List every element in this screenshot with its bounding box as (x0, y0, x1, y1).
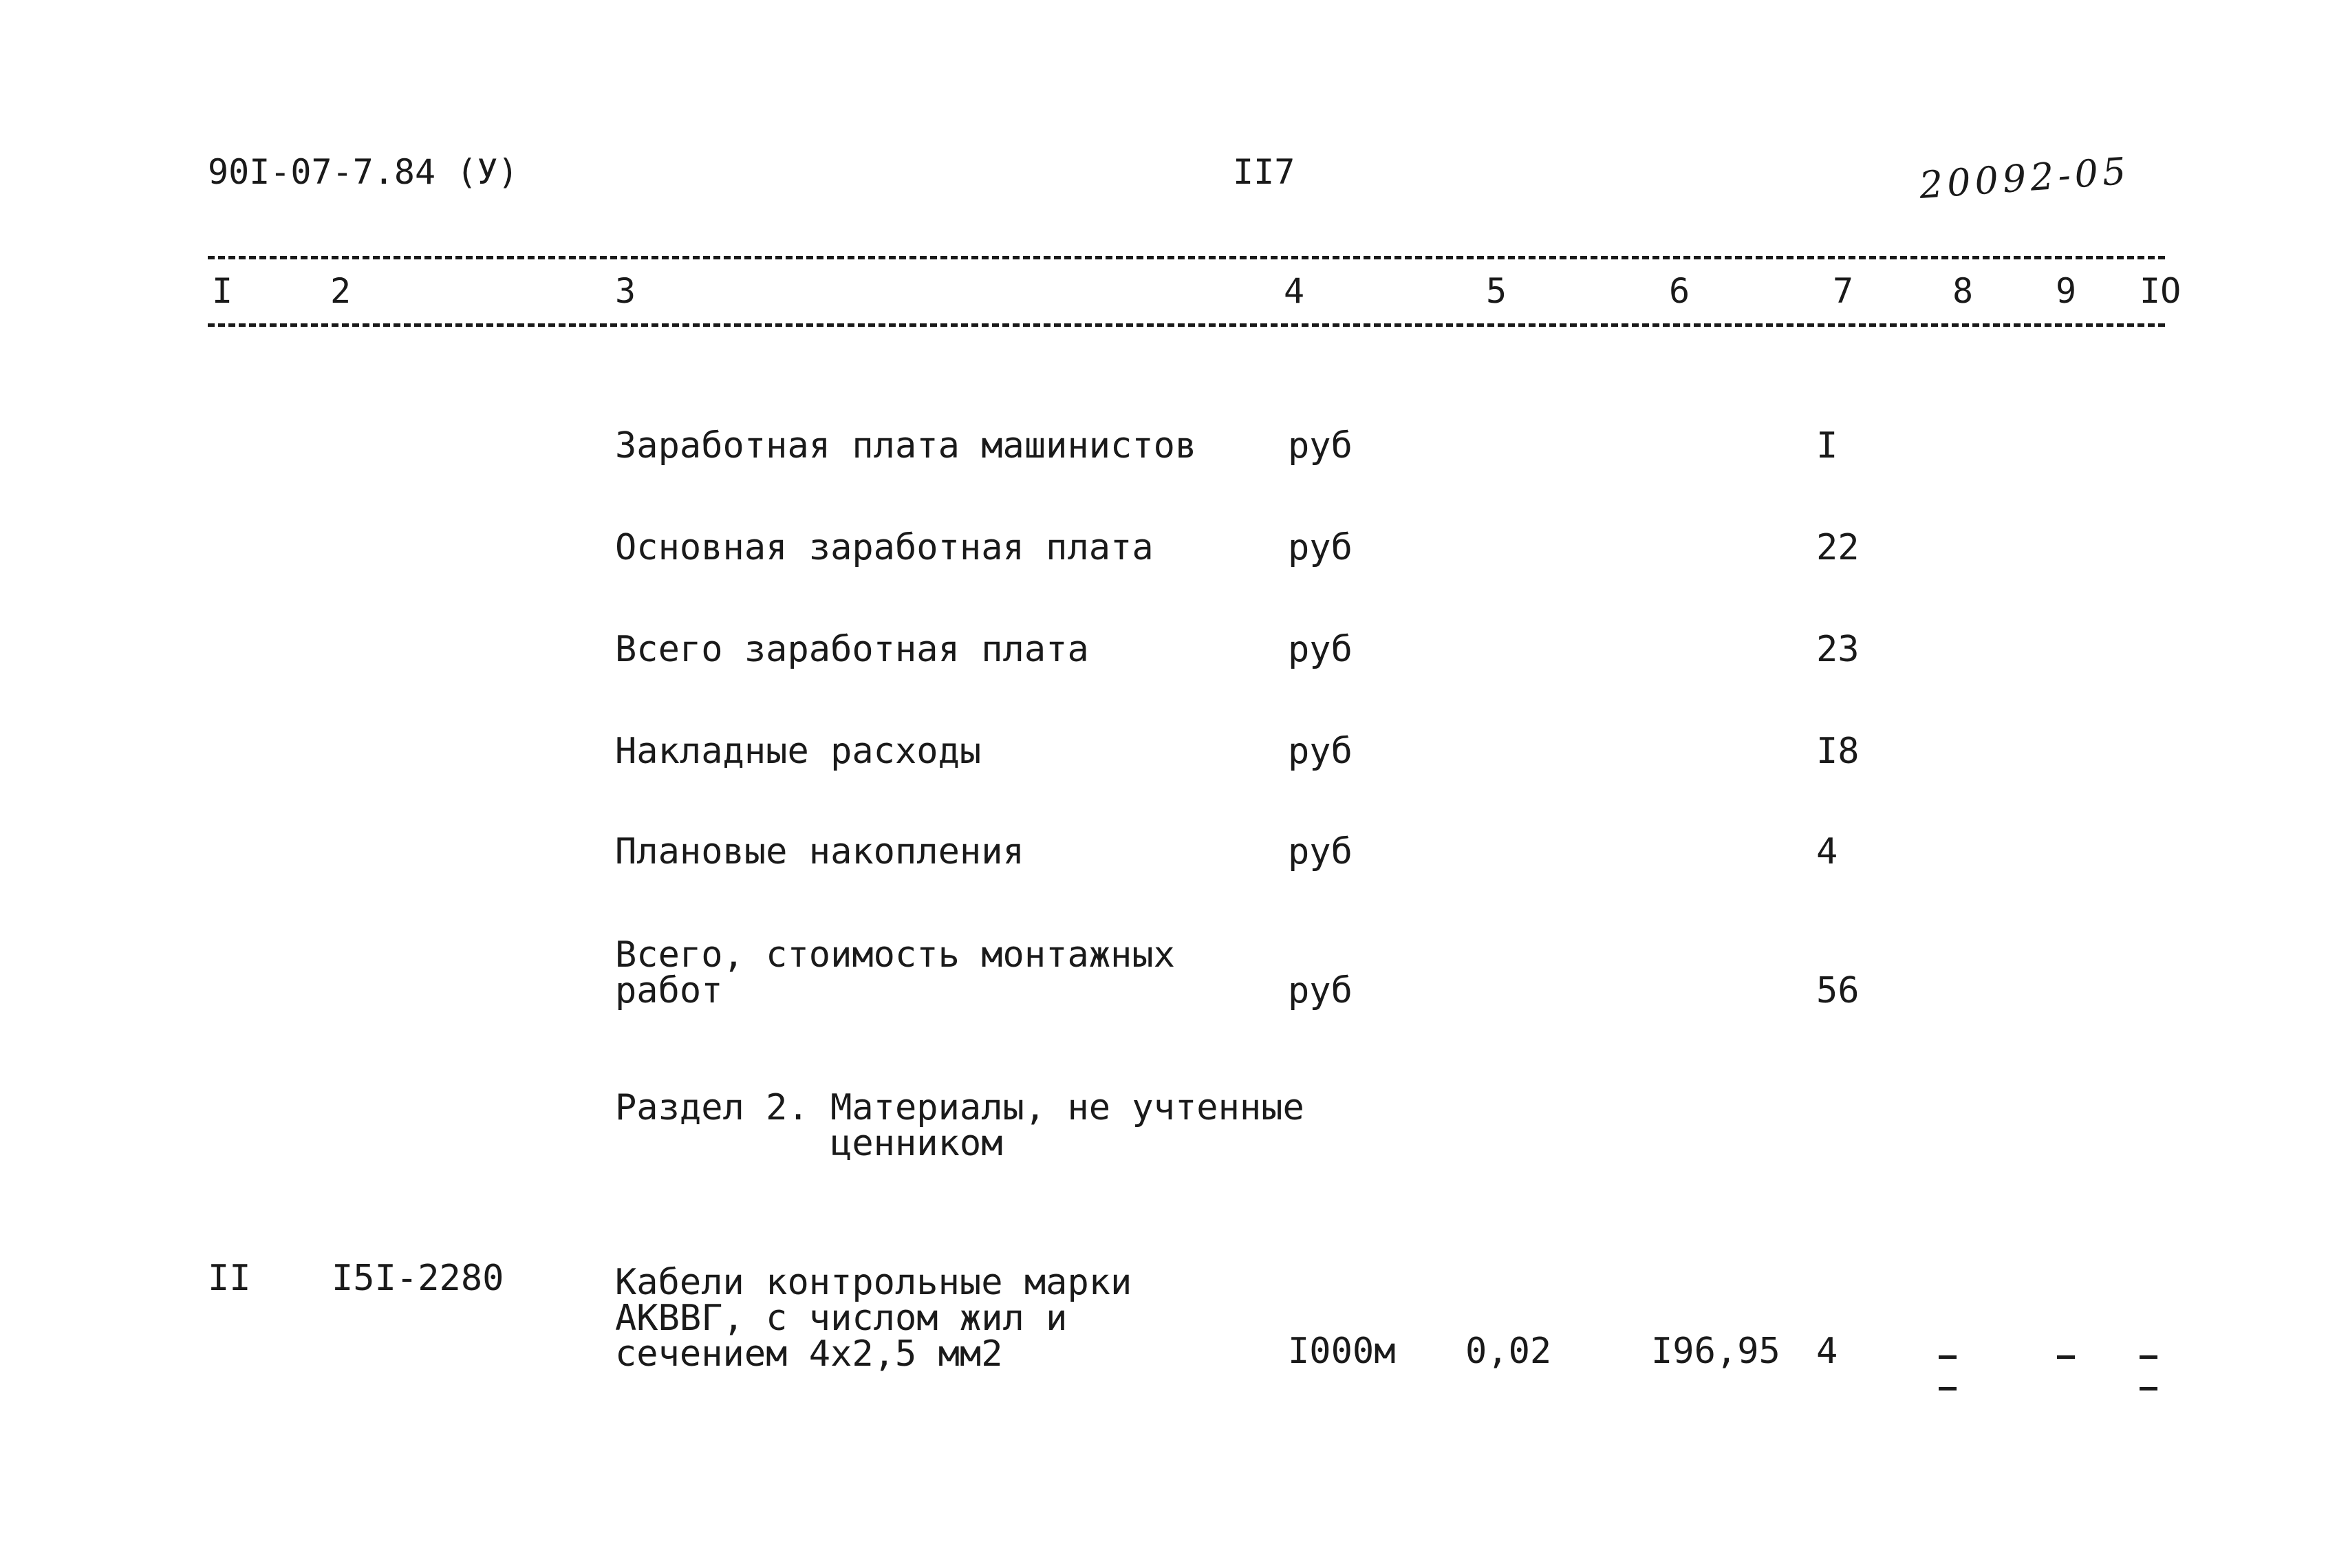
row-unit: руб (1288, 425, 1353, 466)
row-unit: руб (1288, 731, 1353, 772)
col8-dash (1939, 1355, 1957, 1359)
row-value: 4 (1816, 831, 1838, 872)
col10-dash (2140, 1355, 2157, 1359)
document-code: 90I-07-7.84 (У) (208, 152, 519, 192)
row-name: Накладные расходы (615, 731, 982, 772)
column-number-10: IO (2140, 271, 2182, 311)
column-number-6: 6 (1669, 271, 1690, 311)
row-value: 22 (1816, 527, 1860, 568)
row-name: Плановые накопления (615, 831, 1024, 872)
page-number: II7 (1233, 152, 1295, 192)
item-quantity: 0,02 (1465, 1331, 1552, 1372)
item-description: Кабели контрольные марки АКВВГ, с числом жил и сечением 4х2,5 мм2 (615, 1262, 1132, 1375)
row-unit: руб (1288, 629, 1353, 670)
row-name: Всего заработная плата (615, 629, 1089, 670)
header-top-rule (208, 256, 2165, 259)
row-value: I8 (1816, 731, 1860, 772)
column-number-8: 8 (1952, 271, 1974, 311)
column-number-5: 5 (1486, 271, 1507, 311)
row-value: 23 (1816, 629, 1860, 670)
col8-dash (1939, 1387, 1957, 1390)
col10-dash (2140, 1387, 2157, 1390)
item-price: I96,95 (1651, 1331, 1780, 1372)
column-number-1: I (212, 271, 233, 311)
row-name: Основная заработная плата (615, 527, 1154, 568)
row-value: I (1816, 425, 1838, 466)
column-number-9: 9 (2056, 271, 2077, 311)
section-heading: Раздел 2. Материалы, не учтенные ценником (615, 1087, 1304, 1164)
header-bottom-rule (208, 323, 2165, 327)
column-number-4: 4 (1284, 271, 1305, 311)
row-unit: руб (1288, 527, 1353, 568)
row-value: 56 (1816, 970, 1860, 1011)
item-code: I5I-2280 (332, 1258, 504, 1299)
handwritten-number: 20092-05 (1917, 149, 2132, 207)
column-number-7: 7 (1833, 271, 1854, 311)
row-name: Всего, стоимость монтажных работ (615, 934, 1175, 1011)
col9-dash (2057, 1355, 2075, 1359)
row-unit: руб (1288, 970, 1353, 1011)
item-unit: I000м (1288, 1331, 1396, 1372)
row-name: Заработная плата машинистов (615, 425, 1197, 466)
column-number-3: 3 (615, 271, 636, 311)
column-number-2: 2 (330, 271, 352, 311)
item-total: 4 (1816, 1331, 1838, 1372)
row-unit: руб (1288, 831, 1353, 872)
item-number: II (208, 1258, 251, 1299)
